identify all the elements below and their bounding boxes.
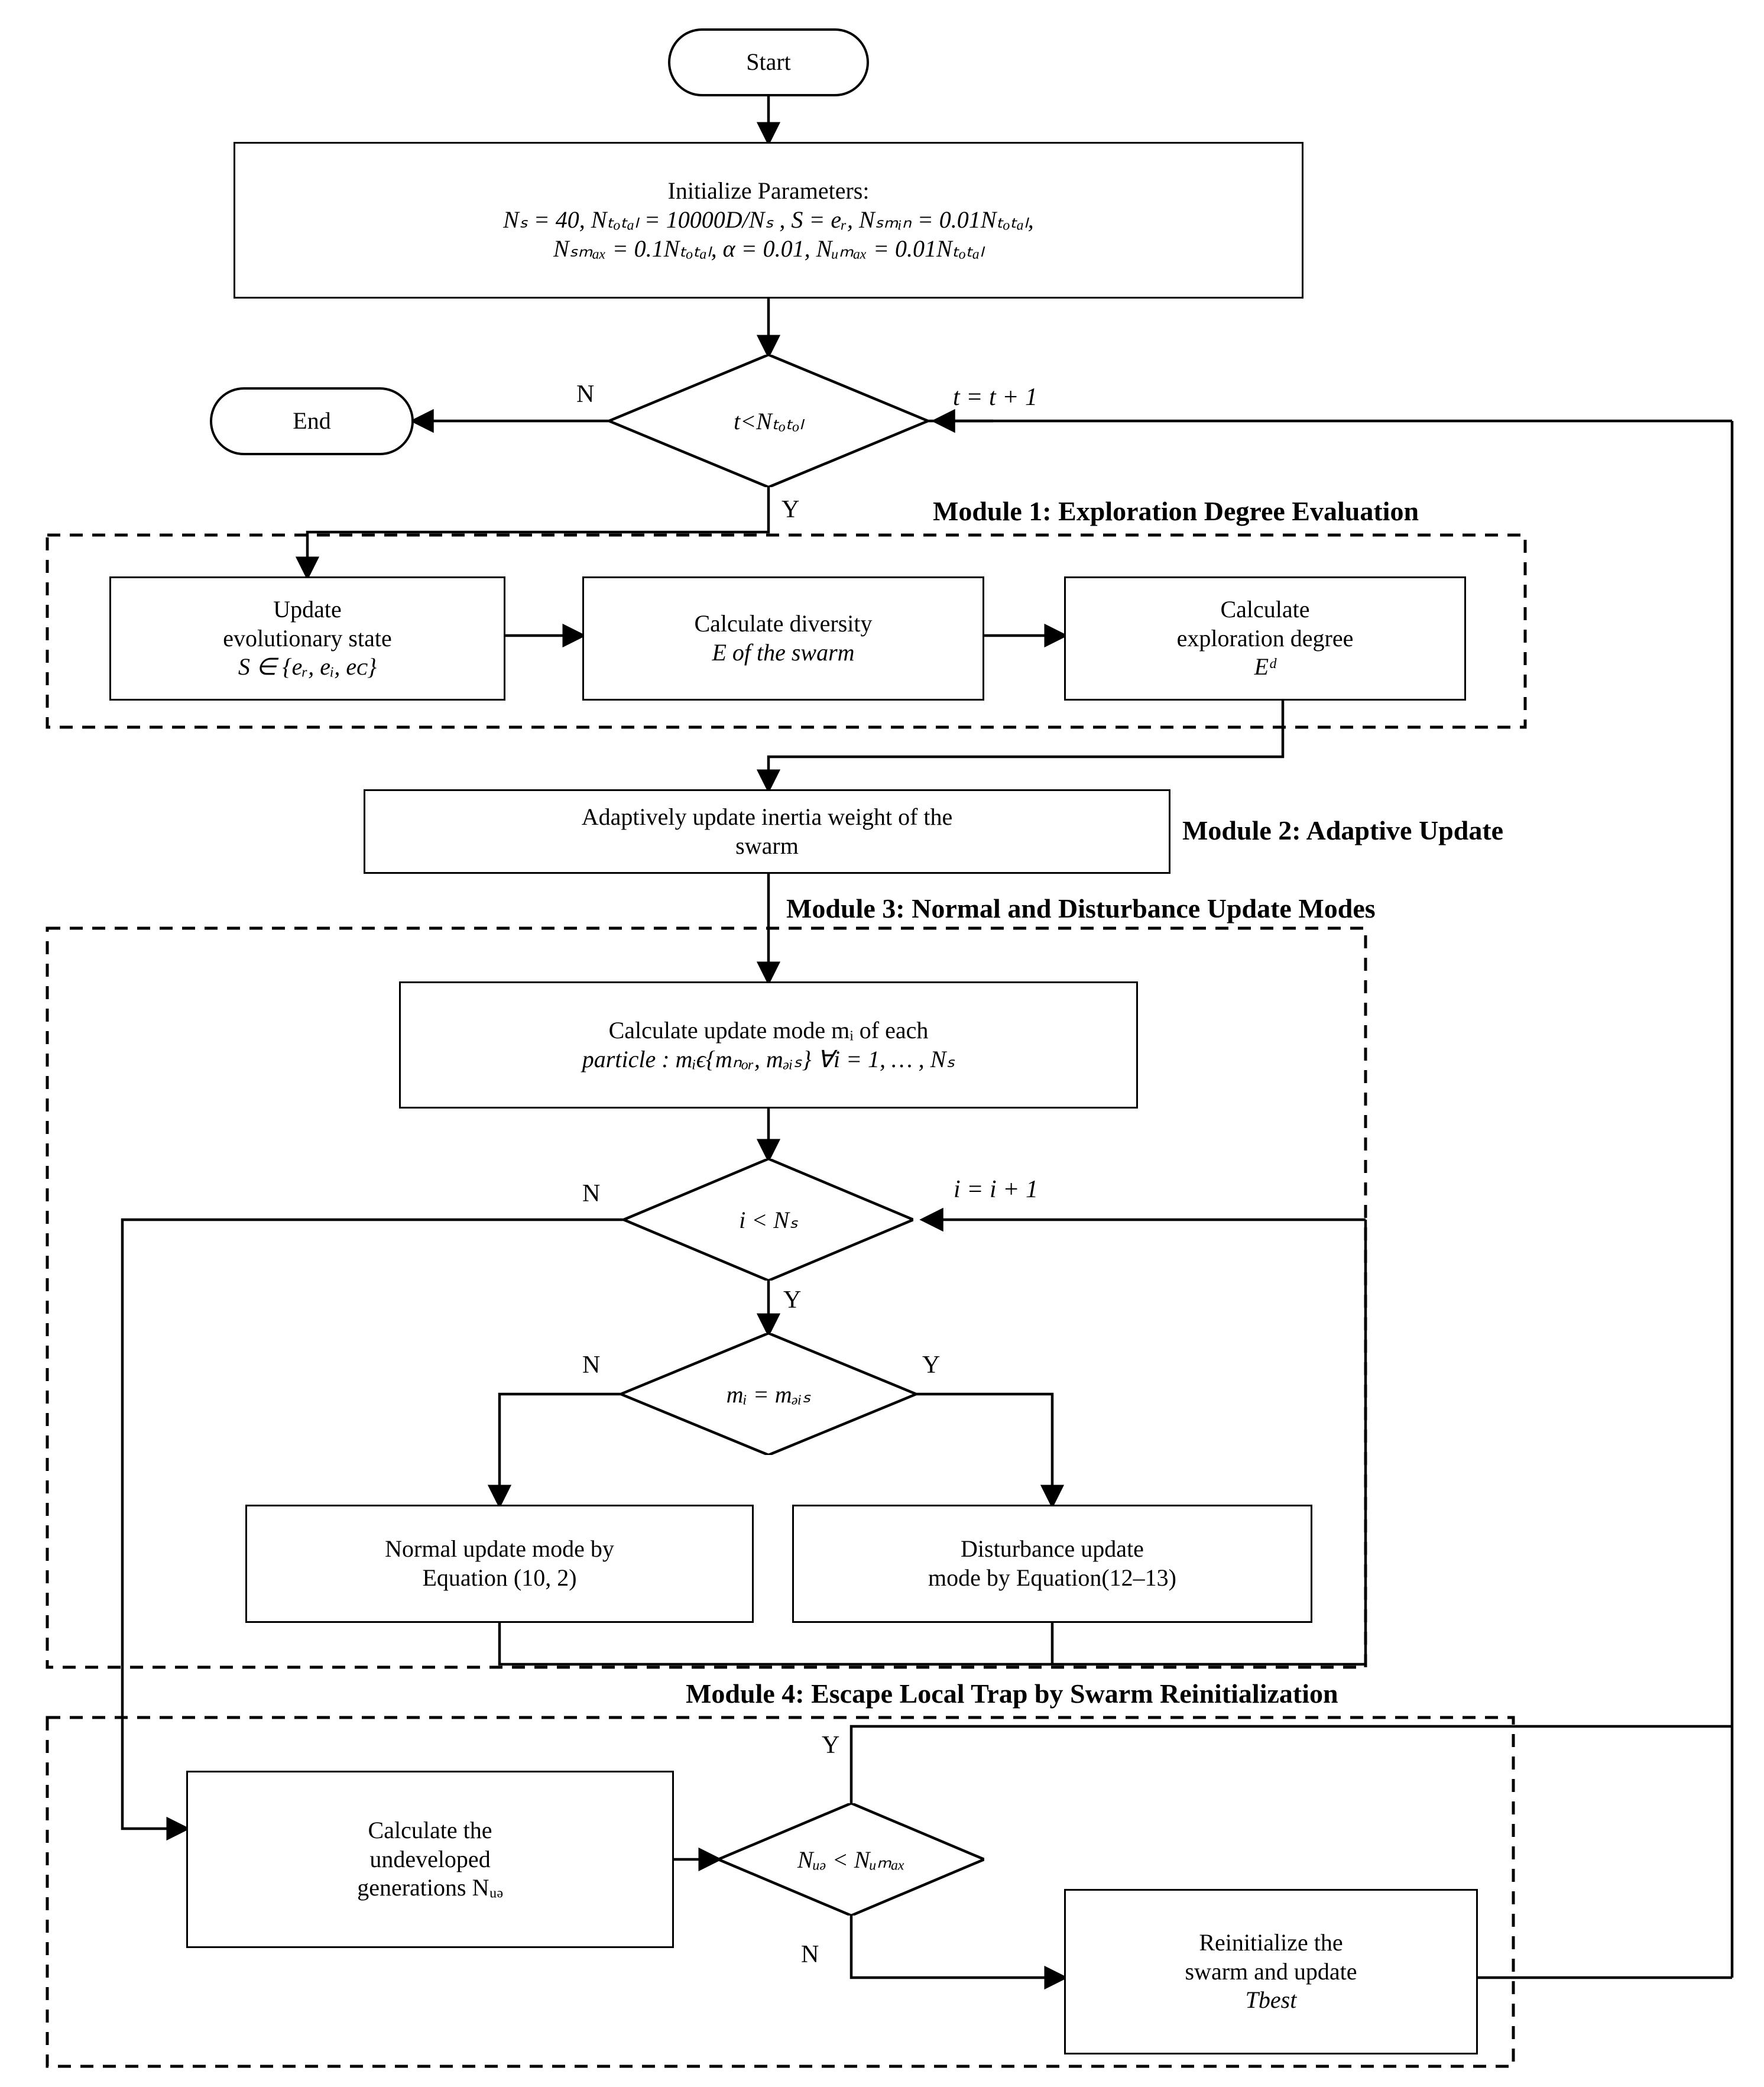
- calc-exploration-line-1: Calculate: [1220, 595, 1310, 623]
- node-update-evolutionary-state[interactable]: [109, 576, 505, 701]
- undeveloped-line-3: generations Nᵤₔ: [357, 1874, 503, 1901]
- node-decision-nud-label: Nᵤₔ < Nᵤₘₐₓ: [797, 1846, 906, 1873]
- node-end-label: End: [293, 407, 331, 435]
- node-start[interactable]: [668, 28, 869, 96]
- node-decision-t-label: t<Nₜₒₜₒₗ: [734, 407, 803, 435]
- calc-mode-line-2: particle : mᵢϵ{mₙₒᵣ, mₔᵢₛ} ∀i = 1, … , Nₛ: [582, 1045, 955, 1072]
- node-calculate-diversity[interactable]: [582, 576, 984, 701]
- edge-label-t-increment: t = t + 1: [953, 384, 1038, 411]
- node-calculate-undeveloped-generations[interactable]: [186, 1771, 674, 1948]
- edge-label-t-no: N: [576, 381, 595, 408]
- edge-label-i-yes: Y: [783, 1286, 802, 1314]
- node-adaptive-inertia-update[interactable]: [364, 789, 1170, 874]
- init-line-2: Nₛ = 40, Nₜₒₜₐₗ = 10000D/Nₛ , S = eᵣ, Nₛₘᵢₙ = 0.01Nₜₒₜₐₗ,: [503, 206, 1034, 234]
- edge-label-mode-no: N: [582, 1352, 601, 1379]
- adaptive-line-1: Adaptively update inertia weight of the: [581, 803, 953, 830]
- module-4-title: Module 4: Escape Local Trap by Swarm Reinitialization: [686, 1678, 1338, 1709]
- init-line-3: Nₛₘₐₓ = 0.1Nₜₒₜₐₗ, α = 0.01, Nᵤₘₐₓ = 0.01Nₜₒₜₐₗ: [553, 235, 984, 262]
- disturbance-update-line-1: Disturbance update: [961, 1535, 1144, 1563]
- update-state-line-2: evolutionary state: [223, 624, 392, 652]
- calc-exploration-line-3: Eᵈ: [1254, 653, 1276, 680]
- node-end[interactable]: [210, 387, 414, 455]
- calc-diversity-line-1: Calculate diversity: [694, 610, 873, 637]
- calc-mode-line-1: Calculate update mode mᵢ of each: [608, 1016, 929, 1044]
- undeveloped-line-1: Calculate the: [368, 1816, 492, 1843]
- calc-diversity-line-2: E of the swarm: [712, 639, 855, 666]
- node-decision-i-label: i < Nₛ: [739, 1206, 798, 1233]
- node-start-label: Start: [746, 48, 791, 76]
- calc-exploration-line-2: exploration degree: [1176, 624, 1354, 652]
- update-state-line-1: Update: [273, 595, 342, 623]
- undeveloped-line-2: undeveloped: [369, 1845, 491, 1872]
- edge-label-i-no: N: [582, 1180, 601, 1207]
- edge-label-nud-yes: Y: [822, 1732, 840, 1759]
- edge-label-t-yes: Y: [782, 496, 800, 523]
- init-line-1: Initialize Parameters:: [667, 177, 870, 205]
- normal-update-line-2: Equation (10, 2): [422, 1564, 577, 1591]
- module-3-title: Module 3: Normal and Disturbance Update Modes: [786, 893, 1376, 923]
- node-calculate-exploration-degree[interactable]: [1064, 576, 1466, 701]
- update-state-line-3: S ∈ {eᵣ, eᵢ, eᴄ}: [238, 653, 377, 680]
- edge-label-mode-yes: Y: [922, 1352, 941, 1379]
- node-calculate-update-mode[interactable]: [399, 981, 1138, 1109]
- module-1-title: Module 1: Exploration Degree Evaluation: [933, 496, 1419, 526]
- adaptive-line-2: swarm: [735, 832, 799, 859]
- node-decision-mode-label: mᵢ = mₔᵢₛ: [726, 1380, 811, 1408]
- node-reinitialize-swarm[interactable]: [1064, 1889, 1478, 2054]
- normal-update-line-1: Normal update mode by: [385, 1535, 614, 1563]
- disturbance-update-line-2: mode by Equation(12–13): [928, 1564, 1176, 1591]
- edge-label-i-increment: i = i + 1: [954, 1176, 1039, 1203]
- module-2-title: Module 2: Adaptive Update: [1182, 815, 1504, 845]
- edge-label-nud-no: N: [801, 1941, 819, 1968]
- reinitialize-line-3: Tbest: [1245, 1986, 1297, 2014]
- node-disturbance-update-mode[interactable]: [792, 1505, 1312, 1623]
- reinitialize-line-1: Reinitialize the: [1199, 1929, 1343, 1956]
- node-initialize-parameters[interactable]: [234, 142, 1303, 299]
- node-normal-update-mode[interactable]: [245, 1505, 754, 1623]
- reinitialize-line-2: swarm and update: [1185, 1958, 1357, 1985]
